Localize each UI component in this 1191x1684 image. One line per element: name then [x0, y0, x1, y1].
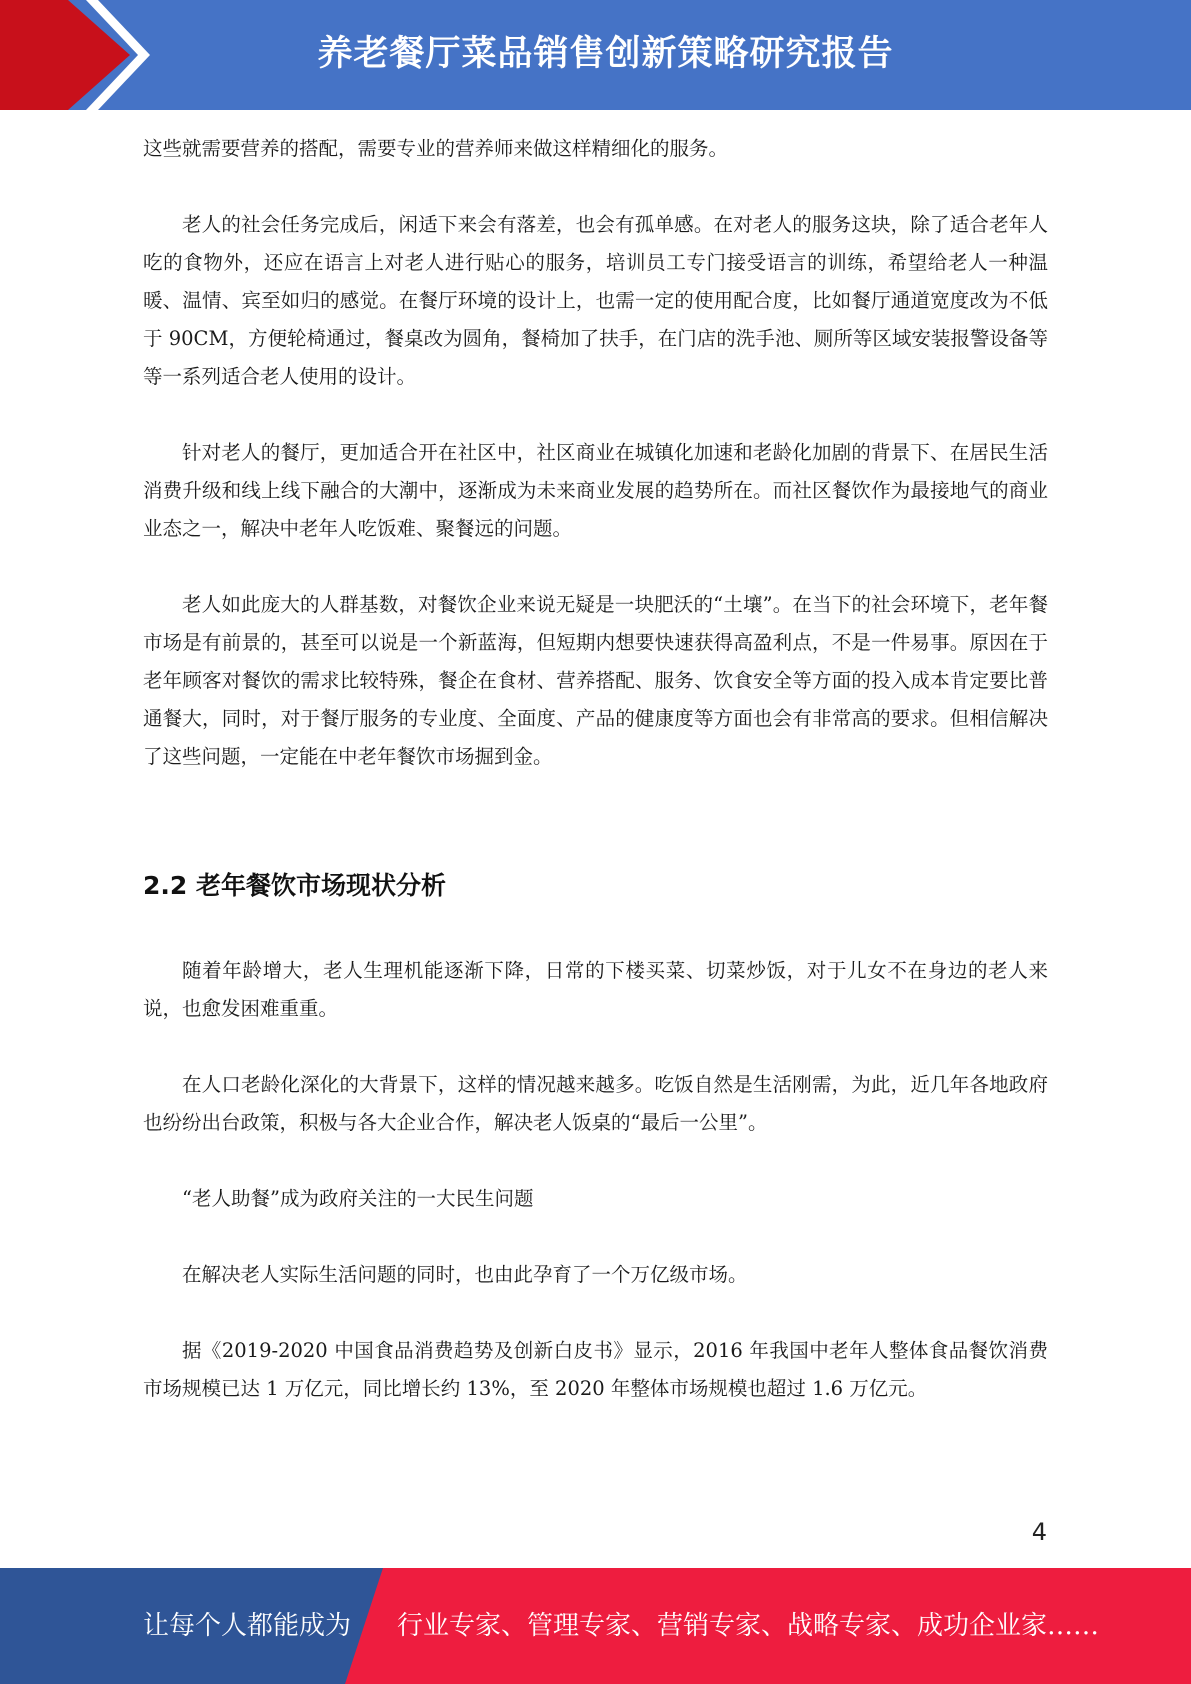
section-heading: 2.2 老年餐饮市场现状分析: [143, 871, 446, 900]
paragraph-2: 老人的社会任务完成后，闲适下来会有落差，也会有孤单感。在对老人的服务这块，除了适合老年人吃的食物外，还应在语言上对老人进行贴心的服务，培训员工专门接受语言的训练，希望给老人一种温暖、温情、宾至如归的感觉。在餐厅环境的设计上，也需一定的使用配合度，比如餐厅通道宽度改为不低于 90CM，方便轮椅通过，餐桌改为圆角，餐椅加了扶手，在门店的洗手池、厕所等区域安装报警设备等等一系列适合老人使用的设计。: [143, 213, 1048, 388]
paragraph-4: 老人如此庞大的人群基数，对餐饮企业来说无疑是一块肥沃的“土壤”。在当下的社会环境下，老年餐市场是有前景的，甚至可以说是一个新蓝海，但短期内想要快速获得高盈利点，不是一件易事。原因在于老年顾客对餐饮的需求比较特殊，餐企在食材、营养搭配、服务、饮食安全等方面的投入成本肯定要比普通餐大，同时，对于餐厅服务的专业度、全面度、产品的健康度等方面也会有非常高的要求。但相信解决了这些问题，一定能在中老年餐饮市场掘到金。: [143, 593, 1048, 768]
page-header: [0, 0, 1191, 110]
paragraph-9: 据《2019-2020 中国食品消费趋势及创新白皮书》显示，2016 年我国中老年人整体食品餐饮消费市场规模已达 1 万亿元，同比增长约 13%，至 2020 年整体市场规模也超过 1.6 万亿元。: [143, 1339, 1048, 1400]
page-footer: [0, 1568, 1191, 1684]
paragraph-1: 这些就需要营养的搭配，需要专业的营养师来做这样精细化的服务。: [143, 137, 729, 160]
paragraph-7: “老人助餐”成为政府关注的一大民生问题: [182, 1187, 534, 1210]
paragraph-5: 随着年龄增大，老人生理机能逐渐下降，日常的下楼买菜、切菜炒饭，对于儿女不在身边的老人来说，也愈发困难重重。: [143, 959, 1048, 1020]
paragraph-8: 在解决老人实际生活问题的同时，也由此孕育了一个万亿级市场。: [182, 1263, 748, 1286]
page-number: 4: [1031, 1518, 1047, 1546]
footer-slogan-right: 行业专家、管理专家、营销专家、战略专家、成功企业家……: [397, 1611, 1100, 1641]
paragraph-3: 针对老人的餐厅，更加适合开在社区中，社区商业在城镇化加速和老龄化加剧的背景下、在居民生活消费升级和线上线下融合的大潮中，逐渐成为未来商业发展的趋势所在。而社区餐饮作为最接地气的商业业态之一，解决中老年人吃饭难、聚餐远的问题。: [143, 441, 1048, 540]
footer-slogan-left: 让每个人都能成为: [143, 1611, 352, 1641]
paragraph-6: 在人口老龄化深化的大背景下，这样的情况越来越多。吃饭自然是生活刚需，为此，近几年各地政府也纷纷出台政策，积极与各大企业合作，解决老人饭桌的“最后一公里”。: [143, 1073, 1048, 1134]
page-body: [143, 130, 1048, 1408]
report-title: 养老餐厅菜品销售创新策略研究报告: [317, 34, 894, 74]
